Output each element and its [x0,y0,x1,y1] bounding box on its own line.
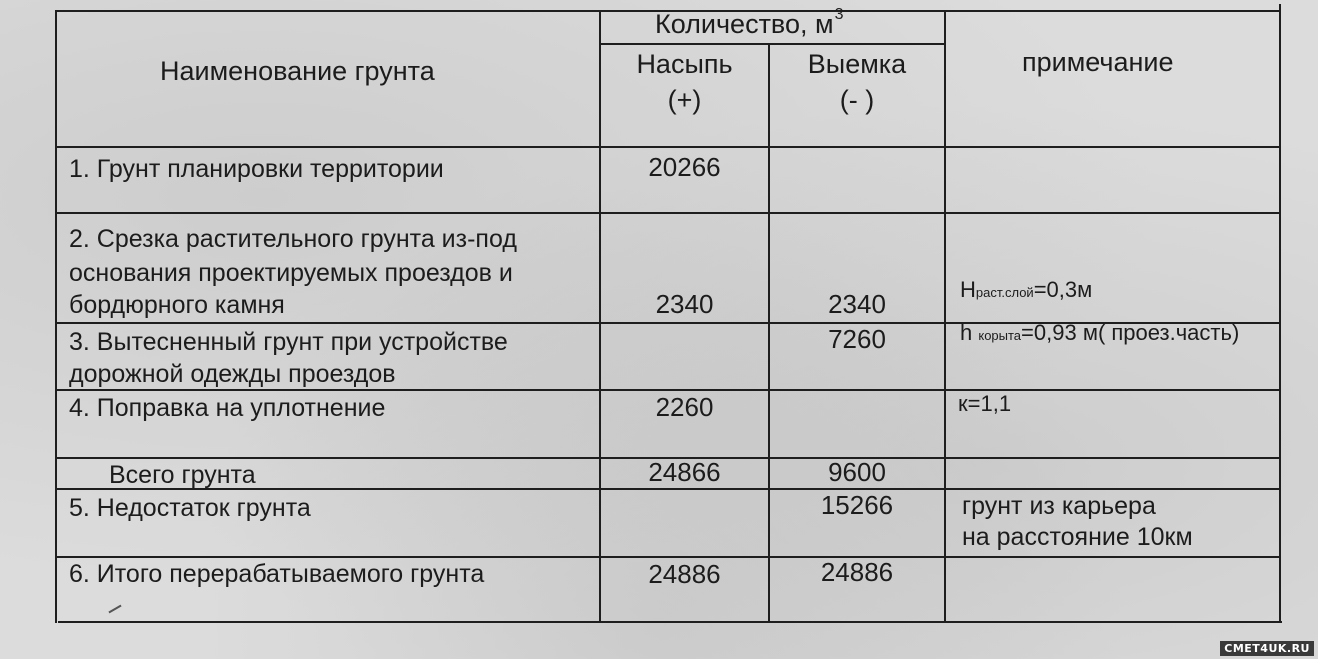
watermark: CMET4UK.RU [1220,641,1314,656]
row-cut-value: 15266 [820,490,894,520]
table-border-bottom [58,621,1282,623]
header-soil-name: Наименование грунта [160,56,435,86]
row-note: Hраст.слой=0,3м [960,277,1093,302]
row-name: 6. Итого перерабатываемого грунта [69,560,485,588]
row-fill-value: 2260 [655,392,714,422]
row-cut-value: 24886 [820,557,894,587]
row-name-line-3: бордюрного камня [69,291,285,319]
row-fill-value: 2340 [655,289,714,319]
row-fill-value: 24866 [648,457,721,487]
row-name-line-1: 3. Вытесненный грунт при устройстве [69,328,508,356]
header-cut-sign: (- ) [839,85,875,115]
table-border-right [1279,4,1281,623]
row-note-line-2: на расстояние 10км [962,523,1193,551]
header-fill-sign: (+) [667,85,702,115]
row-cut-value: 2340 [828,289,886,319]
header-fill: Насыпь [636,49,733,79]
table-border-left [55,10,57,623]
row-name-line-2: дорожной одежды проездов [69,360,396,388]
row-note: h корыта=0,93 м( проез.часть) [960,320,1240,345]
row-cut-value: 9600 [828,457,886,487]
header-bottom-line [57,146,1281,148]
column-divider-cut [944,10,946,623]
header-note: примечание [1022,47,1174,77]
row-note-line-1: грунт из карьера [962,492,1156,520]
row-fill-value: 20266 [648,152,721,182]
row-fill-value: 24886 [648,559,721,589]
header-quantity: Количество, $м^3$ [655,6,844,39]
pencil-mark [108,605,121,614]
row-name-line-2: основания проектируемых проездов и [69,259,513,287]
row-name-line-1: 2. Срезка растительного грунта из-под [69,225,517,253]
header-cut: Выемка [807,49,907,79]
row-name: Всего грунта [109,461,256,489]
row-name: 4. Поправка на уплотнение [69,394,386,422]
row-note: к=1,1 [958,391,1012,416]
row-divider-1 [57,212,1281,214]
row-cut-value: 7260 [828,324,886,354]
row-name: 1. Грунт планировки территории [69,155,444,183]
row-name: 5. Недостаток грунта [69,494,311,522]
